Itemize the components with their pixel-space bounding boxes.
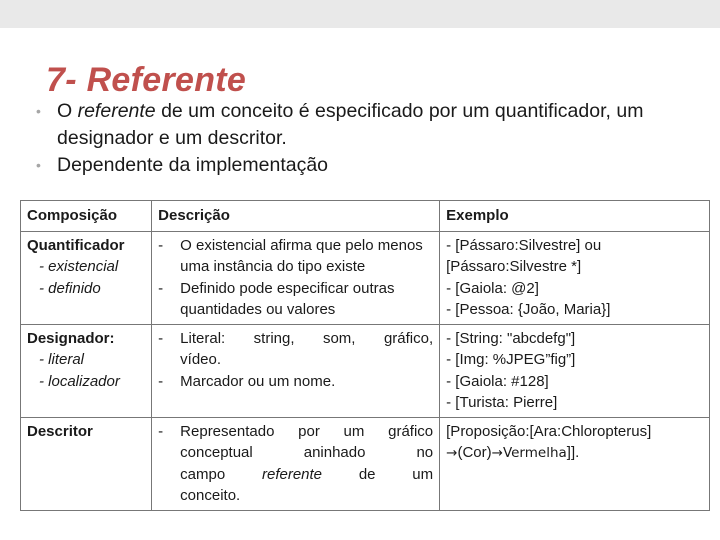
example-line: - [Pássaro:Silvestre] ou [Pássaro:Silvestre *] bbox=[446, 236, 602, 275]
composition-cell bbox=[21, 417, 152, 510]
composition-name: Quantificador bbox=[27, 236, 125, 254]
example-line: →(Cor)→Vermelha]]. bbox=[446, 444, 580, 461]
example-line: - [Pessoa: {João, Maria}] bbox=[446, 301, 611, 318]
bullet-item bbox=[36, 98, 706, 152]
slide-title: 7- Referente bbox=[46, 61, 247, 99]
referente-table bbox=[20, 200, 710, 511]
description-cell bbox=[152, 324, 440, 417]
description-cell bbox=[152, 231, 440, 324]
arrow-icon: → bbox=[446, 445, 458, 461]
composition-sub: - localizador bbox=[39, 372, 120, 390]
description-item: - Literal: string, som, gráfico, vídeo. bbox=[158, 329, 434, 368]
composition-cell bbox=[21, 324, 152, 417]
header-descricao: Descrição bbox=[152, 201, 440, 232]
bullet-dot-icon: • bbox=[36, 103, 41, 119]
composition-sub: - existencial bbox=[39, 258, 119, 275]
example-line: - [Gaiola: #128] bbox=[446, 372, 549, 390]
table-header-row bbox=[21, 201, 710, 232]
bullet-text: de um conceito é especificado por um quantificador, um designador e um descritor. bbox=[57, 100, 644, 149]
description-item: - O existencial afirma que pelo menos uma instância do tipo existe bbox=[158, 236, 423, 275]
header-exemplo: Exemplo bbox=[440, 201, 710, 232]
example-line: [Proposição:[Ara:Chloropterus] bbox=[446, 422, 652, 440]
composition-sub: - literal bbox=[39, 351, 85, 368]
description-item: - Marcador ou um nome. bbox=[158, 372, 336, 390]
example-cell bbox=[440, 231, 710, 324]
description-cell bbox=[152, 417, 440, 510]
header-composicao: Composição bbox=[21, 201, 152, 232]
table-row bbox=[21, 417, 710, 510]
example-cell bbox=[440, 324, 710, 417]
bullet-list bbox=[36, 98, 706, 179]
bullet-dot-icon: • bbox=[36, 157, 41, 173]
table-row bbox=[21, 324, 710, 417]
example-cell bbox=[440, 417, 710, 510]
example-line: - [Turista: Pierre] bbox=[446, 394, 558, 411]
example-line: - [Gaiola: @2] bbox=[446, 279, 539, 297]
bullet-text: O bbox=[57, 100, 78, 122]
composition-name: Descritor bbox=[27, 422, 93, 440]
composition-sub: - definido bbox=[39, 279, 101, 297]
arrow-icon: → bbox=[491, 445, 503, 461]
composition-name: Designador: bbox=[27, 329, 115, 347]
description-item: - Definido pode especificar outras quantidades ou valores bbox=[158, 279, 395, 318]
bullet-emphasis: referente bbox=[77, 100, 156, 122]
bullet-item bbox=[36, 152, 706, 179]
composition-cell bbox=[21, 231, 152, 324]
bullet-text: Dependente da implementação bbox=[57, 154, 329, 176]
example-line: - [String: "abcdefg"] bbox=[446, 329, 576, 347]
description-item: - Representado por um gráfico conceptual aninhado no campo referente de um conceito. bbox=[158, 422, 434, 504]
table-row bbox=[21, 231, 710, 324]
top-band bbox=[0, 0, 720, 28]
example-line: - [Img: %JPEG”fig”] bbox=[446, 351, 576, 368]
